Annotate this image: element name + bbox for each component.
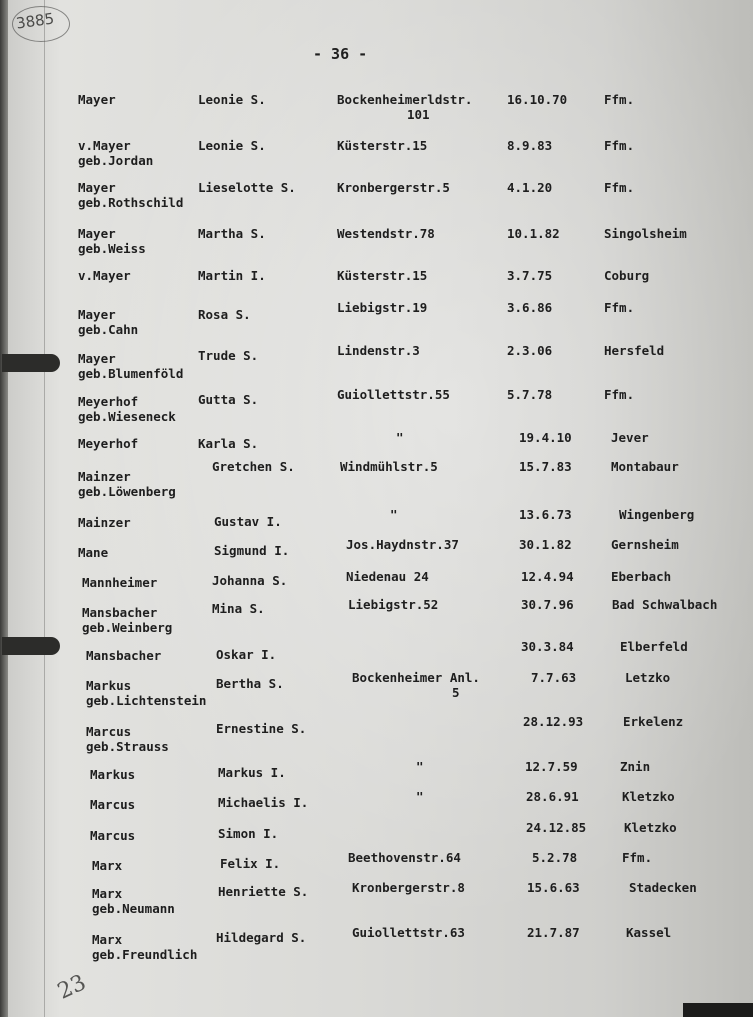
- birth-date: 16.10.70: [507, 92, 568, 107]
- surname: Mansbacher: [86, 648, 162, 663]
- first-name: Trude S.: [198, 348, 259, 363]
- birth-date: 24.12.85: [526, 820, 587, 835]
- surname: Mayer geb.Weiss: [78, 226, 146, 256]
- birth-date: 4.1.20: [507, 180, 553, 195]
- birth-place: Montabaur: [611, 459, 679, 474]
- address: ": [390, 507, 398, 522]
- birth-date: 8.9.83: [507, 138, 553, 153]
- handwritten-mark: 23: [54, 970, 90, 1005]
- first-name: Simon I.: [218, 826, 279, 841]
- birth-date: 19.4.10: [519, 430, 572, 445]
- birth-place: Elberfeld: [620, 639, 688, 654]
- birth-date: 15.6.63: [527, 880, 580, 895]
- address: Westendstr.78: [337, 226, 435, 241]
- address: Kronbergerstr.5: [337, 180, 450, 195]
- page-number: - 36 -: [313, 45, 368, 63]
- birth-date: 5.2.78: [532, 850, 578, 865]
- birth-date: 30.3.84: [521, 639, 574, 654]
- first-name: Gustav I.: [214, 514, 282, 529]
- birth-place: Ffm.: [604, 300, 635, 315]
- birth-date: 30.1.82: [519, 537, 572, 552]
- first-name: Gutta S.: [198, 392, 259, 407]
- surname: Meyerhof: [78, 436, 139, 451]
- first-name: Martha S.: [198, 226, 266, 241]
- first-name: Martin I.: [198, 268, 266, 283]
- birth-place: Singolsheim: [604, 226, 687, 241]
- surname: Marcus geb.Strauss: [86, 724, 169, 754]
- birth-date: 7.7.63: [531, 670, 577, 685]
- birth-date: 5.7.78: [507, 387, 553, 402]
- surname: Markus: [90, 767, 136, 782]
- birth-place: Kassel: [626, 925, 672, 940]
- surname: Meyerhof geb.Wieseneck: [78, 394, 176, 424]
- surname: Mayer: [78, 92, 116, 107]
- address: Guiollettstr.55: [337, 387, 450, 402]
- binder-clip-bottom: [2, 637, 60, 655]
- birth-place: Gernsheim: [611, 537, 679, 552]
- birth-place: Ffm.: [622, 850, 653, 865]
- address: Jos.Haydnstr.37: [346, 537, 459, 552]
- surname: Mayer geb.Rothschild: [78, 180, 184, 210]
- surname: Mainzer geb.Löwenberg: [78, 469, 176, 499]
- first-name: Markus I.: [218, 765, 286, 780]
- address: Windmühlstr.5: [340, 459, 438, 474]
- first-name: Leonie S.: [198, 92, 266, 107]
- first-name: Bertha S.: [216, 676, 284, 691]
- birth-date: 3.6.86: [507, 300, 553, 315]
- birth-date: 21.7.87: [527, 925, 580, 940]
- address: ": [416, 759, 424, 774]
- surname: v.Mayer geb.Jordan: [78, 138, 154, 168]
- surname: Mane: [78, 545, 109, 560]
- first-name: Ernestine S.: [216, 721, 307, 736]
- address: Küsterstr.15: [337, 138, 428, 153]
- binder-clip-top: [2, 354, 60, 372]
- first-name: Lieselotte S.: [198, 180, 296, 195]
- birth-date: 12.4.94: [521, 569, 574, 584]
- birth-place: Kletzko: [624, 820, 677, 835]
- surname: Marx geb.Neumann: [92, 886, 175, 916]
- surname: Marx geb.Freundlich: [92, 932, 198, 962]
- birth-place: Letzko: [625, 670, 671, 685]
- archive-number: 3885: [14, 9, 56, 33]
- first-name: Mina S.: [212, 601, 265, 616]
- page-left-edge: [0, 0, 8, 1017]
- address: Lindenstr.3: [337, 343, 420, 358]
- birth-place: Ffm.: [604, 180, 635, 195]
- first-name: Rosa S.: [198, 307, 251, 322]
- birth-date: 28.6.91: [526, 789, 579, 804]
- first-name: Karla S.: [198, 436, 259, 451]
- first-name: Felix I.: [220, 856, 281, 871]
- address: Liebigstr.19: [337, 300, 428, 315]
- address: ": [416, 789, 424, 804]
- first-name: Oskar I.: [216, 647, 277, 662]
- birth-place: Bad Schwalbach: [612, 597, 718, 612]
- first-name: Henriette S.: [218, 884, 309, 899]
- surname: Mayer geb.Blumenföld: [78, 351, 184, 381]
- first-name: Johanna S.: [212, 573, 288, 588]
- birth-place: Stadecken: [629, 880, 697, 895]
- birth-place: Wingenberg: [619, 507, 695, 522]
- page-corner-shadow: [683, 1003, 753, 1017]
- fold-line: [44, 0, 45, 1017]
- address: Kronbergerstr.8: [352, 880, 465, 895]
- birth-date: 13.6.73: [519, 507, 572, 522]
- address: Liebigstr.52: [348, 597, 439, 612]
- birth-place: Ffm.: [604, 387, 635, 402]
- birth-date: 28.12.93: [523, 714, 584, 729]
- address: Beethovenstr.64: [348, 850, 461, 865]
- address: Guiollettstr.63: [352, 925, 465, 940]
- first-name: Gretchen S.: [212, 459, 295, 474]
- first-name: Michaelis I.: [218, 795, 309, 810]
- surname: Mayer geb.Cahn: [78, 307, 139, 337]
- address: ": [396, 430, 404, 445]
- birth-place: Eberbach: [611, 569, 672, 584]
- birth-date: 12.7.59: [525, 759, 578, 774]
- address: Niedenau 24: [346, 569, 429, 584]
- surname: Marx: [92, 858, 123, 873]
- first-name: Leonie S.: [198, 138, 266, 153]
- birth-date: 10.1.82: [507, 226, 560, 241]
- address: Bockenheimerldstr. 101: [337, 92, 473, 122]
- surname: Mansbacher geb.Weinberg: [82, 605, 173, 635]
- surname: Mannheimer: [82, 575, 158, 590]
- birth-place: Ffm.: [604, 92, 635, 107]
- surname: Marcus: [90, 797, 136, 812]
- surname: Marcus: [90, 828, 136, 843]
- birth-place: Jever: [611, 430, 649, 445]
- address: Küsterstr.15: [337, 268, 428, 283]
- birth-date: 15.7.83: [519, 459, 572, 474]
- birth-place: Erkelenz: [623, 714, 684, 729]
- birth-place: Znin: [620, 759, 651, 774]
- first-name: Sigmund I.: [214, 543, 290, 558]
- birth-date: 3.7.75: [507, 268, 553, 283]
- first-name: Hildegard S.: [216, 930, 307, 945]
- surname: Mainzer: [78, 515, 131, 530]
- birth-date: 2.3.06: [507, 343, 553, 358]
- birth-place: Kletzko: [622, 789, 675, 804]
- birth-date: 30.7.96: [521, 597, 574, 612]
- surname: v.Mayer: [78, 268, 131, 283]
- surname: Markus geb.Lichtenstein: [86, 678, 207, 708]
- birth-place: Coburg: [604, 268, 650, 283]
- birth-place: Ffm.: [604, 138, 635, 153]
- birth-place: Hersfeld: [604, 343, 665, 358]
- address: Bockenheimer Anl. 5: [352, 670, 480, 700]
